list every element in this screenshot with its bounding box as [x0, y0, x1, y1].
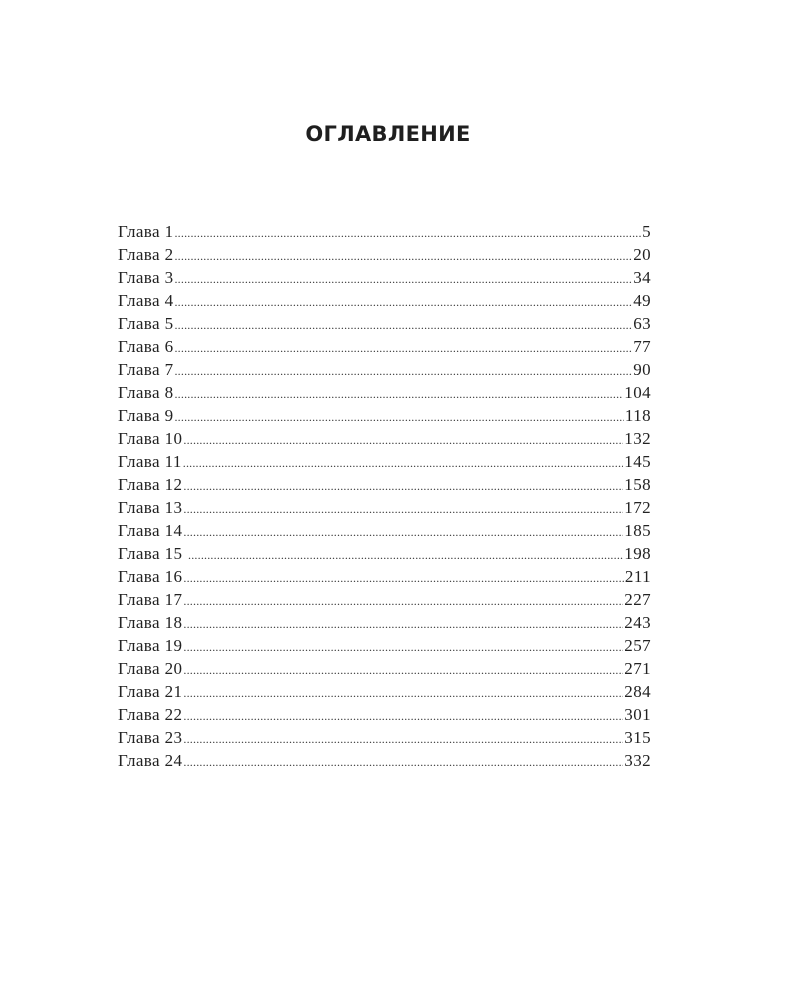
toc-entry [118, 404, 651, 427]
toc-entry-page-number: 257 [624, 636, 651, 655]
toc-entry-label: Глава 13 [118, 498, 183, 517]
toc-entry-label: Глава 24 [118, 751, 183, 770]
dot-leader [174, 312, 632, 335]
toc-entry-label: Глава 11 [118, 452, 182, 471]
toc-entry-label: Глава 6 [118, 337, 174, 356]
toc-entry-page-number: 132 [624, 429, 651, 448]
dot-leader [183, 657, 623, 680]
toc-entry-page-number: 301 [624, 705, 651, 724]
toc-entry-label: Глава 2 [118, 245, 174, 264]
dot-leader [183, 680, 623, 703]
toc-entry-page-number: 34 [633, 268, 651, 287]
toc-entry [118, 588, 651, 611]
toc-entry [118, 427, 651, 450]
toc-entry-page-number: 315 [624, 728, 651, 747]
dot-leader [183, 565, 624, 588]
toc-entry-page-number: 284 [624, 682, 651, 701]
page-title: ОГЛАВЛЕНИЕ [305, 122, 471, 146]
dot-leader [183, 703, 623, 726]
toc-entry [118, 496, 651, 519]
toc-entry-label: Глава 18 [118, 613, 183, 632]
toc-entry-page-number: 158 [624, 475, 651, 494]
toc-entry-label: Глава 5 [118, 314, 174, 333]
toc-entry-label: Глава 7 [118, 360, 174, 379]
toc-entry-page-number: 63 [633, 314, 651, 333]
dot-leader [174, 335, 632, 358]
toc-entry [118, 657, 651, 680]
dot-leader [183, 726, 623, 749]
dot-leader [183, 519, 623, 542]
toc-entry-label: Глава 4 [118, 291, 174, 310]
toc-entry [118, 542, 651, 565]
dot-leader [174, 243, 632, 266]
toc-entry [118, 289, 651, 312]
dot-leader [188, 542, 623, 565]
toc-entry [118, 358, 651, 381]
toc-entry-label: Глава 21 [118, 682, 183, 701]
toc-entry-page-number: 118 [624, 406, 651, 425]
toc-entry [118, 243, 651, 266]
toc-entry-page-number: 211 [624, 567, 651, 586]
toc-entry [118, 634, 651, 657]
toc-entry-page-number: 104 [624, 383, 651, 402]
toc-entry [118, 312, 651, 335]
dot-leader [183, 427, 623, 450]
toc-entry-label: Глава 8 [118, 383, 174, 402]
toc-entry-label: Глава 15 [118, 544, 188, 563]
toc-entry [118, 680, 651, 703]
dot-leader [183, 749, 623, 772]
toc-entry [118, 565, 651, 588]
toc-entry-label: Глава 23 [118, 728, 183, 747]
toc-entry [118, 473, 651, 496]
toc-entry-page-number: 145 [624, 452, 651, 471]
dot-leader [183, 450, 624, 473]
toc-entry-label: Глава 14 [118, 521, 183, 540]
toc-entry [118, 220, 651, 243]
toc-entry [118, 266, 651, 289]
toc-entry-label: Глава 9 [118, 406, 174, 425]
toc-entry [118, 749, 651, 772]
dot-leader [183, 496, 623, 519]
toc-entry-page-number: 198 [624, 544, 651, 563]
dot-leader [183, 588, 623, 611]
toc-entry-page-number: 90 [633, 360, 651, 379]
toc-entry-label: Глава 12 [118, 475, 183, 494]
toc-entry-label: Глава 16 [118, 567, 183, 586]
toc-entry [118, 335, 651, 358]
dot-leader [174, 381, 623, 404]
toc-entry-label: Глава 22 [118, 705, 183, 724]
toc-entry [118, 381, 651, 404]
dot-leader [174, 220, 641, 243]
toc-entry-page-number: 20 [633, 245, 651, 264]
toc-entry-label: Глава 20 [118, 659, 183, 678]
toc-entry [118, 703, 651, 726]
toc-entry-page-number: 332 [624, 751, 651, 770]
dot-leader [183, 611, 623, 634]
toc-entry-page-number: 77 [633, 337, 651, 356]
dot-leader [174, 358, 632, 381]
toc-entry-label: Глава 1 [118, 222, 174, 241]
toc-entry-label: Глава 17 [118, 590, 183, 609]
toc-entry-page-number: 5 [642, 222, 651, 241]
toc-entry-page-number: 243 [624, 613, 651, 632]
dot-leader [183, 473, 623, 496]
toc-entry-page-number: 227 [624, 590, 651, 609]
dot-leader [174, 289, 632, 312]
toc-entry-label: Глава 10 [118, 429, 183, 448]
toc-entry-page-number: 185 [624, 521, 651, 540]
toc-entry-label: Глава 3 [118, 268, 174, 287]
toc-entry-label: Глава 19 [118, 636, 183, 655]
dot-leader [174, 266, 632, 289]
toc-entry [118, 519, 651, 542]
toc-entry-page-number: 271 [624, 659, 651, 678]
toc-entry [118, 450, 651, 473]
toc-entry-page-number: 172 [624, 498, 651, 517]
dot-leader [174, 404, 623, 427]
toc-entry-page-number: 49 [633, 291, 651, 310]
dot-leader [183, 634, 623, 657]
table-of-contents [118, 220, 651, 772]
toc-entry [118, 726, 651, 749]
toc-entry [118, 611, 651, 634]
